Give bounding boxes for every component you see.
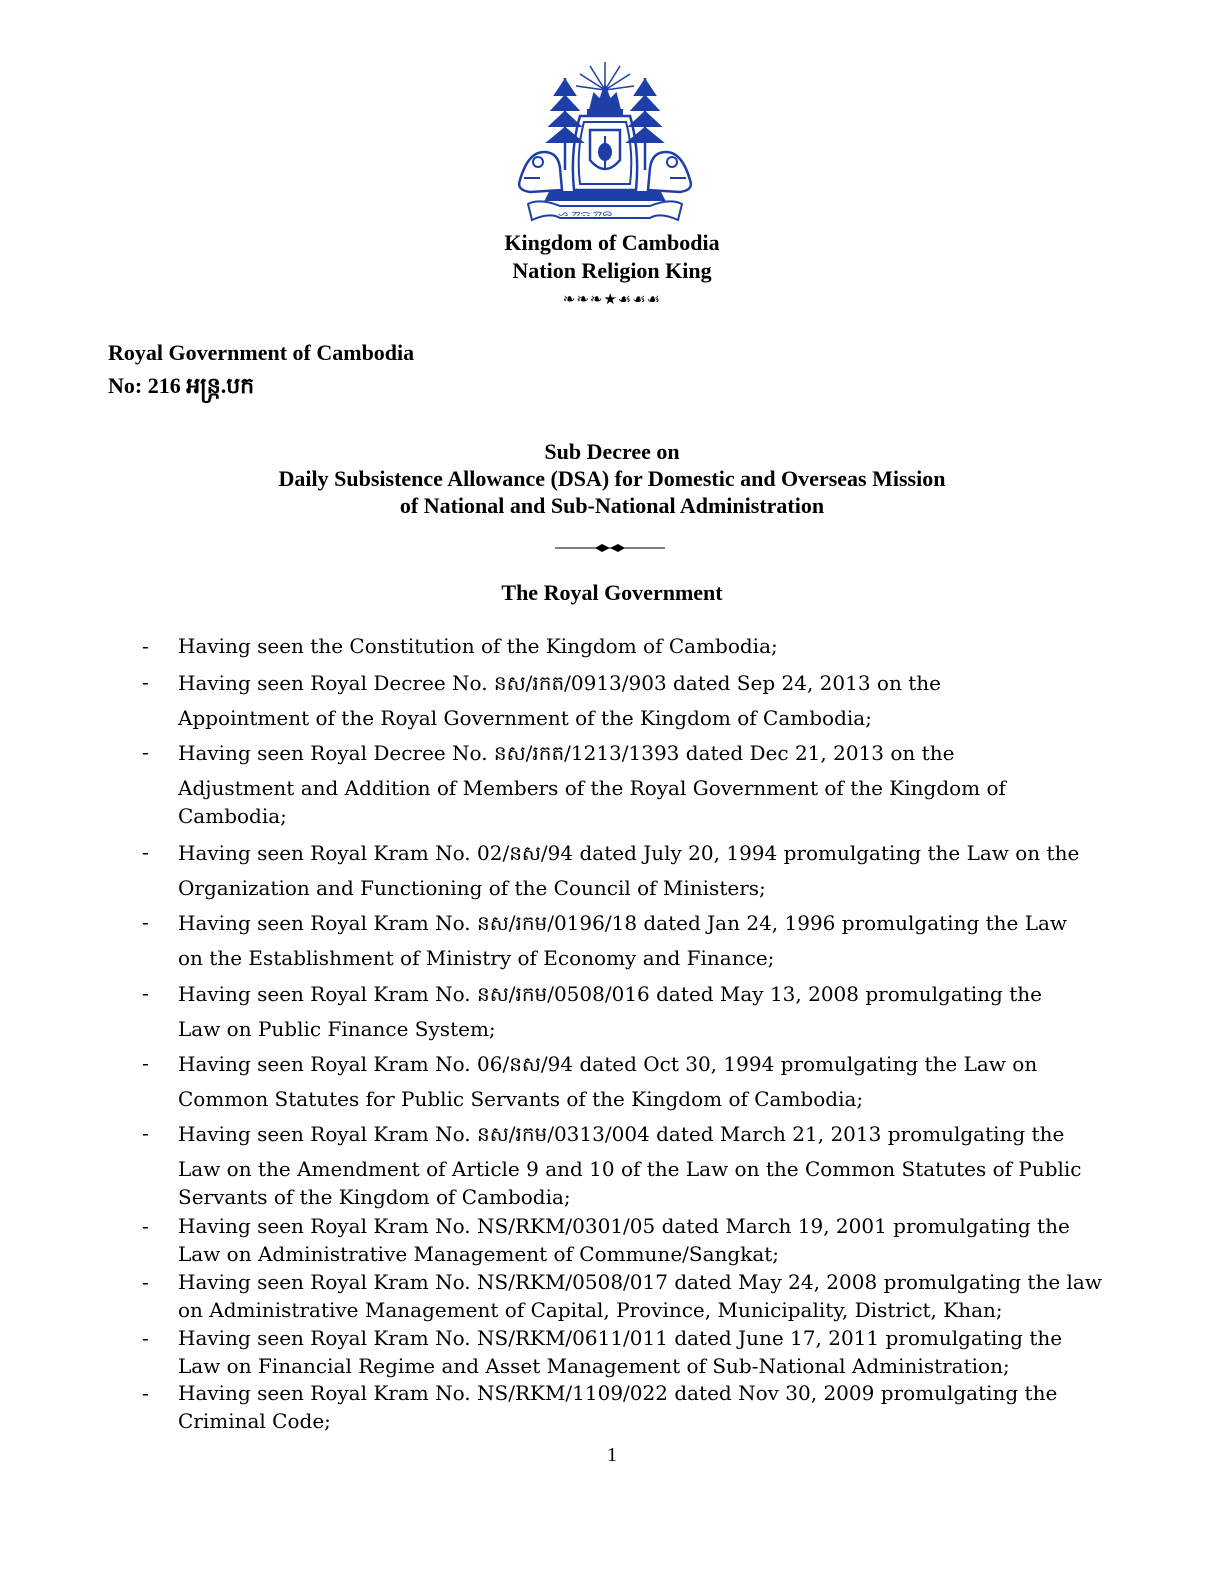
list-dash: - (142, 1326, 149, 1350)
list-dash: - (142, 1214, 149, 1238)
ornament-divider: ❧❧❧★☙☙☙ (562, 290, 662, 308)
list-dash: - (142, 1270, 149, 1294)
list-dash: - (142, 1381, 149, 1405)
country-name: Kingdom of Cambodia (504, 230, 720, 255)
recital-line: Organization and Functioning of the Council of Ministers; (178, 876, 766, 900)
recital-line: Appointment of the Royal Government of the Kingdom of Cambodia; (178, 706, 872, 730)
list-dash: - (142, 981, 149, 1005)
recital-line: Having seen Royal Kram No. 06/នស/94 dated Oct 30, 1994 promulgating the Law on (178, 1052, 1038, 1076)
list-dash: - (142, 1121, 149, 1145)
recital-line: Law on Financial Regime and Asset Management of Sub-National Administration; (178, 1354, 1010, 1378)
recital-line: Law on Administrative Management of Commune/Sangkat; (178, 1242, 780, 1266)
decree-title-line-3: of National and Sub-National Administration (399, 493, 825, 518)
page-number: 1 (607, 1444, 617, 1466)
recital-line: Having seen Royal Kram No. NS/RKM/0508/017 dated May 24, 2008 promulgating the law (178, 1270, 1102, 1294)
list-dash: - (142, 634, 149, 658)
list-dash: - (142, 740, 149, 764)
recital-line: Having seen Royal Decree No. នស/រកត/1213/1393 dated Dec 21, 2013 on the (178, 741, 955, 765)
recital-line: Having seen Royal Kram No. នស/រកម/0508/016 dated May 13, 2008 promulgating the (178, 982, 1042, 1006)
list-dash: - (142, 840, 149, 864)
national-motto: Nation Religion King (512, 258, 712, 283)
recital-line: Cambodia; (178, 804, 287, 828)
svg-text:ᯁ ᯂᯃ ᯄᯅ: ᯁ ᯂᯃ ᯄᯅ (558, 209, 613, 219)
recital-line: Criminal Code; (178, 1409, 331, 1433)
recital-line: on the Establishment of Ministry of Economy and Finance; (178, 946, 775, 970)
list-dash: - (142, 910, 149, 934)
recital-line: Having seen Royal Kram No. នស/រកម/0313/004 dated March 21, 2013 promulgating the (178, 1122, 1065, 1146)
decree-title-line-1: Sub Decree on (544, 439, 680, 464)
recital-line: Law on the Amendment of Article 9 and 10 of the Law on the Common Statutes of Public (178, 1157, 1082, 1181)
recital-line: Having seen Royal Kram No. 02/នស/94 dated July 20, 1994 promulgating the Law on the (178, 841, 1080, 865)
decree-number: No: 216 អន្ក្រ.បក (108, 373, 255, 398)
recital-line: Common Statutes for Public Servants of the Kingdom of Cambodia; (178, 1087, 864, 1111)
recital-line: Adjustment and Addition of Members of the Royal Government of the Kingdom of (178, 776, 1006, 800)
recital-line: Having seen Royal Decree No. នស/រកត/0913/903 dated Sep 24, 2013 on the (178, 671, 941, 695)
issuer-name: Royal Government of Cambodia (108, 340, 415, 365)
royal-arms-emblem (510, 60, 700, 225)
recital-line: Having seen the Constitution of the Kingdom of Cambodia; (178, 634, 778, 658)
recital-line: Having seen Royal Kram No. NS/RKM/0301/05 dated March 19, 2001 promulgating the (178, 1214, 1070, 1238)
decree-title-line-2: Daily Subsistence Allowance (DSA) for Domestic and Overseas Mission (278, 466, 946, 491)
recital-line: Having seen Royal Kram No. នស/រកម/0196/18 dated Jan 24, 1996 promulgating the Law (178, 911, 1068, 935)
recital-line: on Administrative Management of Capital, Province, Municipality, District, Khan; (178, 1298, 1003, 1322)
recital-line: Having seen Royal Kram No. NS/RKM/0611/011 dated June 17, 2011 promulgating the (178, 1326, 1063, 1350)
recital-line: Law on Public Finance System; (178, 1017, 496, 1041)
list-dash: - (142, 1051, 149, 1075)
list-dash: - (142, 670, 149, 694)
recital-line: Servants of the Kingdom of Cambodia; (178, 1185, 571, 1209)
recital-line: Having seen Royal Kram No. NS/RKM/1109/022 dated Nov 30, 2009 promulgating the (178, 1381, 1058, 1405)
flourish-divider (555, 543, 665, 553)
section-heading: The Royal Government (501, 580, 723, 605)
